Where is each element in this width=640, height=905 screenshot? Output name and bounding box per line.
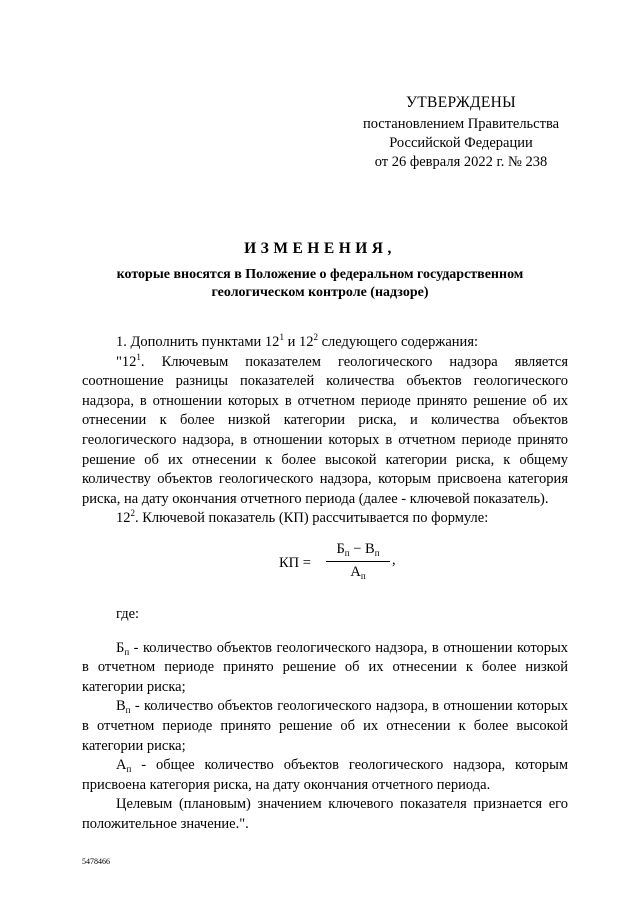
where-label: где: xyxy=(116,605,140,622)
paragraph-12-1 xyxy=(82,353,568,510)
document-body xyxy=(82,333,568,834)
num-b-sub: п xyxy=(344,547,350,558)
def-b-letter: Б xyxy=(116,639,125,656)
target-value-paragraph: Целевым (плановым) значением ключевого показателя признается его положительное значение.". xyxy=(82,796,568,832)
document-subtitle xyxy=(90,266,550,302)
approval-line-1: постановлением Правительства xyxy=(362,116,560,132)
item-1-text-b: и 12 xyxy=(283,334,314,350)
document-number: 5478466 xyxy=(82,857,110,866)
formula xyxy=(82,535,568,605)
formula-lhs: КП = xyxy=(279,554,311,571)
p122-sup: 2 xyxy=(130,508,135,519)
item-1 xyxy=(82,333,568,353)
p122-prefix: 12 xyxy=(116,510,131,527)
def-v-text: - количество объектов геологического надзора, в отношении которых в отчетном периоде принято решение об их отнесении к более высокой категории риска; xyxy=(82,698,568,754)
p122-text: . Ключевой показатель (КП) рассчитывается по формуле: xyxy=(135,510,489,527)
def-b-text: - количество объектов геологического надзора, в отношении которых в отчетном периоде принято решение об их отнесении к более низкой категории риска; xyxy=(82,639,568,695)
def-v-sub: п xyxy=(125,705,131,716)
item-1-sup-2: 2 xyxy=(313,332,318,342)
item-1-text-a: 1. Дополнить пунктами 12 xyxy=(116,334,280,350)
formula-fraction xyxy=(326,540,390,582)
formula-numerator xyxy=(326,540,390,562)
definition-a xyxy=(82,756,568,795)
approval-heading: УТВЕРЖДЕНЫ xyxy=(406,94,516,111)
paragraph-12-2 xyxy=(82,509,568,529)
num-v-sub: п xyxy=(374,547,380,558)
subtitle-line-1: которые вносятся в Положение о федеральном государственном xyxy=(116,267,524,282)
item-1-sup-1: 1 xyxy=(279,332,284,342)
formula-denominator xyxy=(326,562,390,583)
num-b: Б xyxy=(336,540,345,557)
subtitle-line-2: геологическом контроле (надзоре) xyxy=(211,285,429,300)
definition-b xyxy=(82,639,568,698)
p121-text: . Ключевым показателем геологического надзора является соотношение разницы показателей количества объектов геологического надзора, в отношении которых в отчетном периоде принято решение об их отнесении к более низкой категории риска, и количества объектов геологического надзора, в отношении которых в отчетном периоде принято решение об их отнесении к более высокой категории риска, к общему количеству объектов геологического надзора, которым присвоена категория риска, на дату окончания отчетного периода (далее - ключевой показатель). xyxy=(82,353,568,507)
approval-line-2: Российской Федерации xyxy=(389,135,533,151)
def-a-text: - общее количество объектов геологического надзора, которым присвоена категория риска, на дату окончания отчетного периода. xyxy=(82,757,568,793)
den-a: А xyxy=(350,563,361,580)
def-b-sub: п xyxy=(124,646,130,657)
def-a-letter: А xyxy=(116,757,127,774)
num-v: В xyxy=(365,540,375,557)
document-title: ИЗМЕНЕНИЯ, xyxy=(244,240,396,257)
p121-sup: 1 xyxy=(136,351,141,362)
den-a-sub: п xyxy=(360,570,366,581)
approval-line-3: от 26 февраля 2022 г. № 238 xyxy=(374,154,548,170)
definition-v xyxy=(82,697,568,756)
def-a-sub: п xyxy=(126,764,132,775)
formula-comma: , xyxy=(392,551,396,568)
item-1-text-c: следующего содержания: xyxy=(317,334,479,350)
num-minus: − xyxy=(349,540,366,557)
def-v-letter: В xyxy=(116,698,126,715)
p121-prefix: "12 xyxy=(116,353,137,370)
approval-stamp xyxy=(354,93,568,172)
